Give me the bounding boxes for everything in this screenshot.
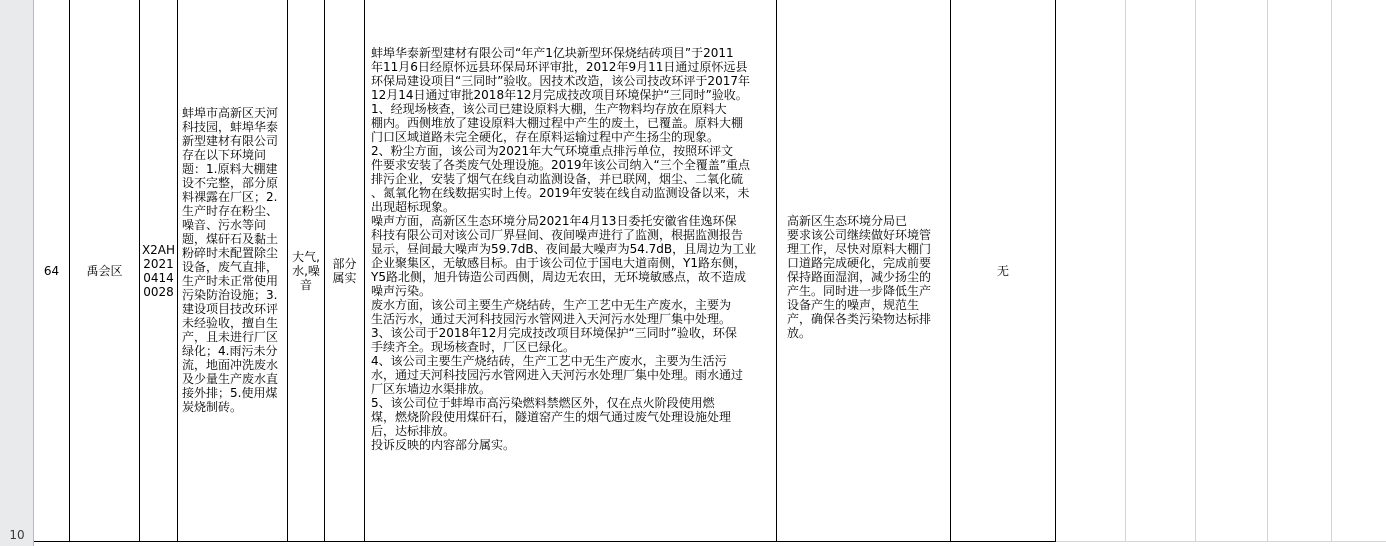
grid-border [1056,541,1386,542]
verified-text: 部分 属实 [332,257,357,285]
pollution-type-text: 大气, 水,噪 音 [292,250,320,292]
index-text: 64 [43,264,60,278]
row-header[interactable] [0,0,34,546]
cell-pollution-type[interactable] [288,0,325,542]
problem-text: 蚌埠市高新区天河 科技园，蚌埠华泰 新型建材有限公司 存在以下环境问 题：1.原料大棚建 设不完整，部分原 料裸露在厂区；2. 生产时存在粉尘、 噪音、污水等问 题，煤矸石及黏土 粉碎时未配置除尘 设备，废气直排， 生产时未正常使用 污染防治设施；3. 建设项目技改环评 未经验收，擅自生 产，且未进行厂区 绿化；4.雨污未分 流，地面冲洗废水 及少量生产废水直 接外排；5.使用煤 炭烧制砖。 [182,106,279,414]
cell-index[interactable] [34,0,70,542]
row-border [34,541,1056,542]
cell-rectification[interactable] [777,0,951,542]
code-text: X2AH 2021 0414 0028 [141,243,176,299]
cell-district[interactable] [70,0,140,542]
cell-accountability[interactable] [951,0,1056,542]
accountability-text: 无 [996,264,1009,278]
empty-cell[interactable] [1056,0,1126,542]
empty-cell[interactable] [1126,0,1196,542]
cell-problem[interactable] [178,0,288,542]
cell-code[interactable] [140,0,178,542]
empty-cell[interactable] [1332,0,1386,542]
cell-verified[interactable] [325,0,365,542]
cell-investigation[interactable] [365,0,777,542]
district-text: 禹会区 [86,264,123,278]
row-number: 10 [9,528,25,542]
empty-cell[interactable] [1196,0,1268,542]
empty-cell[interactable] [1268,0,1332,542]
rectification-text: 高新区生态环境分局已 要求该公司继续做好环境管 理工作，尽快对原料大棚门 口道路完成硬化，完成前要 保持路面湿润，减少扬尘的 产生。同时进一步降低生产 设备产生的噪声，规范生 产，确保各类污染物达标排 放。 [787,214,932,340]
investigation-text: 蚌埠华泰新型建材有限公司“年产1亿块新型环保烧结砖项目”于2011 年11月6日经原怀远县环保局环评审批，2012年9月11日通过原怀远县 环保局建设项目“三同时”验收。因技术改造，该公司技改环评于2017年 12月14日通过审批2018年12月完成技改项目环境保护“三同时”验收。 1、经现场核查，该公司已建设原料大棚，生产物料均存放在原料大 棚内。西侧堆放了建设原料大棚过程中产生的废土，已覆盖。原料大棚 门口区域道路未完全硬化，存在原料运输过程中产生扬尘的现象。 2、粉尘方面，该公司为2021年大气环境重点排污单位，按照环评文 件要求安装了各类废气处理设施。2019年该公司纳入“三个全覆盖”重点 排污企业，安装了烟气在线自动监测设备，并已联网，烟尘、二氧化硫 、氮氧化物在线数据实时上传。2019年安装在线自动监测设备以来，未 出现超标现象。 噪声方面，高新区生态环境分局2021年4月13日委托安徽省佳逸环保 科技有限公司对该公司厂界昼间、夜间噪声进行了监测，根据监测报告 显示，昼间最大噪声为59.7dB、夜间最大噪声为54.7dB，且周边为工业 企业聚集区，无敏感目标。由于该公司位于国电大道南侧，Y1路东侧， Y5路北侧，旭升铸造公司西侧，周边无农田，无环境敏感点，故不造成 噪声污染。 废水方面，该公司主要生产烧结砖，生产工艺中无生产废水，主要为 生活污水，通过天河科技园污水管网进入天河污水处理厂集中处理。 3、该公司于2018年12月完成技改项目环境保护“三同时”验收，环保 手续齐全。现场核查时，厂区已绿化。 4、该公司主要生产烧结砖，生产工艺中无生产废水，主要为生活污 水，通过天河科技园污水管网进入天河污水处理厂集中处理。雨水通过 厂区东墙边水渠排放。 5、该公司位于蚌埠市高污染燃料禁燃区外，仅在点火阶段使用燃 煤，燃烧阶段使用煤矸石，隧道窑产生的烟气通过废气处理设施处理 后，达标排放。 投诉反映的内容部分属实。 [371,46,757,452]
